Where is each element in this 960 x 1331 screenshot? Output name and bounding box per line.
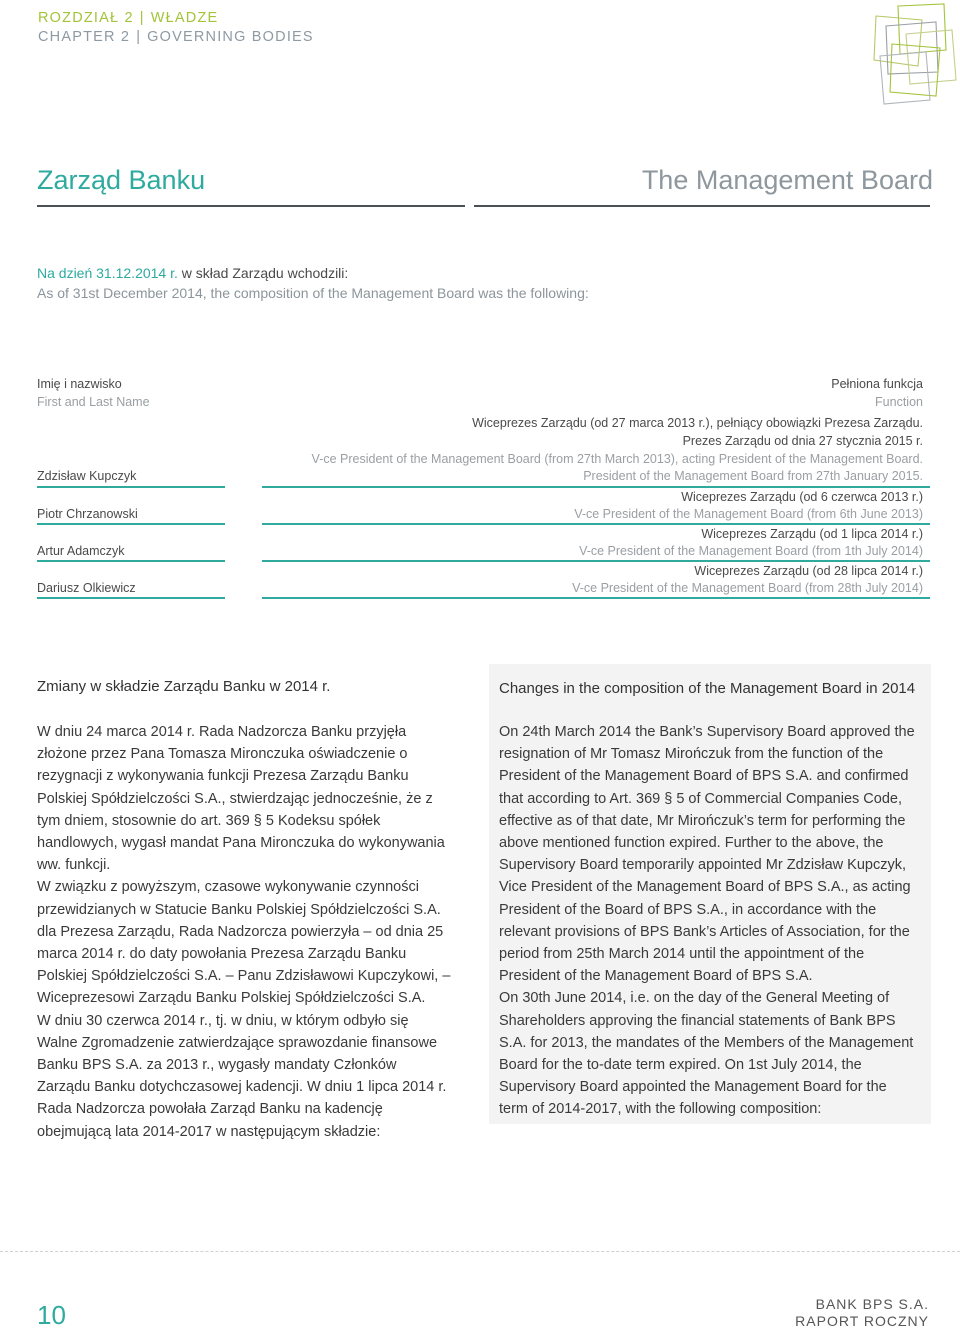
member-function-line: Wiceprezes Zarządu (od 27 marca 2013 r.), pełniący obowiązki Prezesa Zarządu. bbox=[472, 416, 923, 430]
member-row-rule-left bbox=[37, 486, 225, 488]
footer-brand-name: BANK BPS S.A. bbox=[815, 1296, 929, 1312]
member-row-rule-left bbox=[37, 560, 225, 562]
title-underline-left bbox=[37, 205, 465, 207]
intro-date-en: As of 31st December 2014, the composition of the Management Board was the following: bbox=[37, 285, 589, 301]
member-name: Artur Adamczyk bbox=[37, 544, 125, 558]
intro-date-rest: w skład Zarządu wchodzili: bbox=[177, 265, 349, 281]
member-name: Piotr Chrzanowski bbox=[37, 507, 138, 521]
member-name: Dariusz Olkiewicz bbox=[37, 581, 136, 595]
chapter-header bbox=[38, 9, 314, 47]
member-name: Zdzisław Kupczyk bbox=[37, 469, 137, 483]
page-title-pl: Zarząd Banku bbox=[37, 165, 206, 195]
member-row-rule-left bbox=[37, 597, 225, 599]
intro-date-pl bbox=[37, 265, 348, 281]
title-underline-right bbox=[474, 205, 930, 207]
chapter-label-pl: ROZDZIAŁ 2 bbox=[38, 10, 134, 26]
member-row-rule-right bbox=[262, 597, 930, 599]
header-separator: | bbox=[139, 10, 145, 26]
member-row-rule-left bbox=[37, 523, 225, 525]
changes-text-en bbox=[499, 721, 919, 1121]
member-row-rule-right bbox=[262, 560, 930, 562]
chapter-header-pl bbox=[38, 9, 314, 28]
chapter-header-en bbox=[38, 28, 314, 47]
name-column-header-pl: Imię i nazwisko bbox=[37, 377, 122, 391]
footer-divider bbox=[0, 1251, 960, 1252]
member-function-line: Prezes Zarządu od dnia 27 stycznia 2015 r. bbox=[682, 434, 923, 448]
member-row-rule-right bbox=[262, 523, 930, 525]
section-label-en: GOVERNING BODIES bbox=[147, 29, 314, 45]
member-function-line: V-ce President of the Management Board (from 28th July 2014) bbox=[572, 581, 923, 595]
member-function-line: V-ce President of the Management Board (from 27th March 2013), acting President of the Management Board. bbox=[311, 452, 923, 466]
footer-report-name: RAPORT ROCZNY bbox=[795, 1313, 929, 1329]
chapter-label-en: CHAPTER 2 bbox=[38, 29, 131, 45]
name-column-header-en: First and Last Name bbox=[37, 395, 150, 409]
member-row-rule-right bbox=[262, 486, 930, 488]
changes-text-pl bbox=[37, 721, 451, 1143]
page-number: 10 bbox=[37, 1300, 66, 1330]
paragraph: On 30th June 2014, i.e. on the day of the General Meeting of Shareholders approving the financial statements of Bank BPS S.A. for 2013, the mandates of the Members of the Management Board for the to-date term expired. On 1st July 2014, the Supervisory Board appointed the Management Board for the term of 2014-2017, with the following composition: bbox=[499, 990, 914, 1118]
member-function-line: V-ce President of the Management Board (from 6th June 2013) bbox=[574, 507, 923, 521]
paragraph: On 24th March 2014 the Bank’s Supervisory Board approved the resignation of Mr Tomasz Mirończuk from the function of the President of the Management Board of BPS S.A. and confirmed that according to Art. 369 § 5 of Commercial Companies Code, effective as of that date, Mr Mirończuk’s term for performing the above mentioned function expired. Further to the above, the Supervisory Board temporarily appointed Mr Zdzisław Kupczyk, Vice President of the Management Board of BPS S.A., as acting President of the Board of BPS S.A., in accordance with the relevant provisions of BPS Bank’s Articles of Association, for the period from 25th March 2014 until the appointment of the President of the Management Board of BPS S.A. bbox=[499, 724, 915, 985]
decorative-squares-graphic bbox=[840, 0, 960, 110]
member-function-line: Wiceprezes Zarządu (od 28 lipca 2014 r.) bbox=[694, 564, 923, 578]
intro-date-highlight: Na dzień 31.12.2014 r. bbox=[37, 265, 178, 281]
header-separator: | bbox=[136, 29, 142, 45]
changes-heading-pl: Zmiany w składzie Zarządu Banku w 2014 r. bbox=[37, 678, 331, 695]
section-label-pl: WŁADZE bbox=[150, 10, 219, 26]
function-column-header-en: Function bbox=[875, 395, 923, 409]
changes-heading-en: Changes in the composition of the Management Board in 2014 bbox=[499, 680, 916, 697]
function-column-header-pl: Pełniona funkcja bbox=[831, 377, 923, 391]
member-function-line: Wiceprezes Zarządu (od 6 czerwca 2013 r.) bbox=[681, 490, 923, 504]
member-function-line: President of the Management Board from 27th January 2015. bbox=[583, 469, 923, 483]
paragraph: W dniu 24 marca 2014 r. Rada Nadzorcza Banku przyjęła złożone przez Pana Tomasza Mironczuka oświadczenie o rezygnacji z wykonywania funkcji Prezesa Zarządu Banku Polskiej Spółdzielczości S.A., stwierdzając jednocześnie, że z tym dniem, stosownie do art. 369 § 5 Kodeksu spółek handlowych, wygasł mandat Pana Mironczuka do wykonywania ww. funkcji. bbox=[37, 724, 445, 874]
member-function-line: Wiceprezes Zarządu (od 1 lipca 2014 r.) bbox=[701, 527, 923, 541]
page-title-en: The Management Board bbox=[641, 165, 933, 195]
member-function-line: V-ce President of the Management Board (from 1th July 2014) bbox=[579, 544, 923, 558]
paragraph: W dniu 30 czerwca 2014 r., tj. w dniu, w którym odbyło się Walne Zgromadzenie zatwierdzające sprawozdanie finansowe Banku BPS S.A. za 2013 r., wygasły mandaty Członków Zarządu Banku dotychczasowej kadencji. W dniu 1 lipca 2014 r. Rada Nadzorcza powołała Zarząd Banku na kadencję obejmującą lata 2014-2017 w następującym składzie: bbox=[37, 1012, 447, 1140]
paragraph: W związku z powyższym, czasowe wykonywanie czynności przewidzianych w Statucie Banku Polskiej Spółdzielczości S.A. dla Prezesa Zarządu, Rada Nadzorcza powierzyła – od dnia 25 marca 2014 r. do daty powołania Prezesa Zarządu Banku Polskiej Spółdzielczości S.A. – Panu Zdzisławowi Kupczykowi, – Wiceprezesowi Zarządu Banku Polskiej Spółdzielczości S.A. bbox=[37, 879, 451, 1007]
